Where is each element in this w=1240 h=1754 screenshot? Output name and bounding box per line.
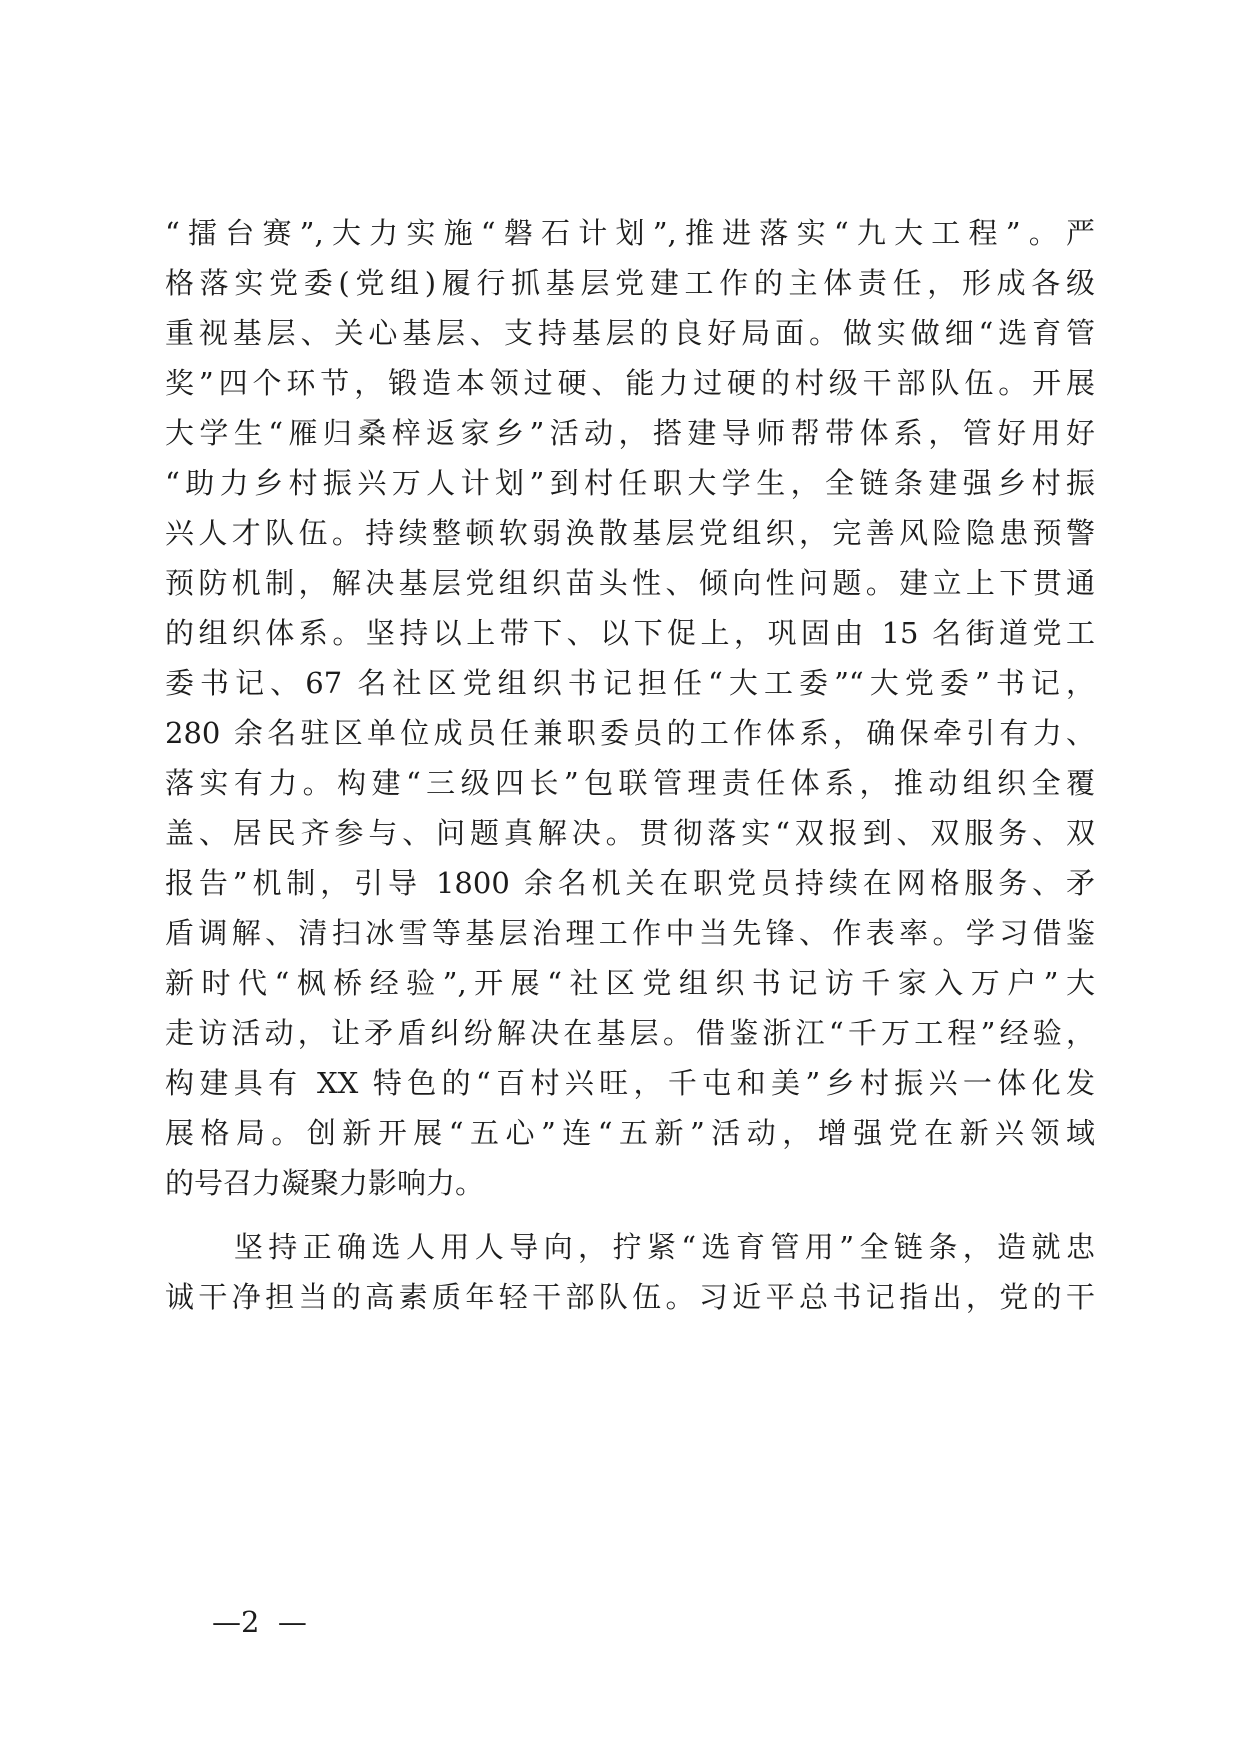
- paragraph-spacer: [165, 1208, 1095, 1222]
- text-line: 新时代“枫桥经验”,开展“社区党组织书记访千家入万户”大: [165, 966, 1095, 1000]
- paragraph-1: [165, 208, 1095, 1208]
- text-line: 的号召力凝聚力影响力。: [165, 1166, 485, 1200]
- text-line: 预防机制，解决基层党组织苗头性、倾向性问题。建立上下贯通: [165, 566, 1095, 600]
- text-line: 诚干净担当的高素质年轻干部队伍。习近平总书记指出，党的干: [165, 1280, 1095, 1314]
- text-line: 重视基层、关心基层、支持基层的良好局面。做实做细“选育管: [165, 316, 1095, 350]
- text-line: 盖、居民齐参与、问题真解决。贯彻落实“双报到、双服务、双: [165, 816, 1095, 850]
- text-line: “擂台赛”,大力实施“磐石计划”,推进落实“九大工程”。严: [165, 216, 1095, 250]
- text-line: 格落实党委(党组)履行抓基层党建工作的主体责任，形成各级: [165, 266, 1095, 300]
- text-line: 坚持正确选人用人导向，拧紧“选育管用”全链条，造就忠: [165, 1230, 1095, 1264]
- text-line: 奖”四个环节，锻造本领过硬、能力过硬的村级干部队伍。开展: [165, 366, 1095, 400]
- body-text: [165, 208, 1095, 1322]
- paragraph-2: [165, 1222, 1095, 1322]
- text-line: 委书记、67 名社区党组织书记担任“大工委”“大党委”书记，: [165, 666, 1095, 700]
- text-line: 展格局。创新开展“五心”连“五新”活动，增强党在新兴领域: [165, 1116, 1095, 1150]
- text-line: “助力乡村振兴万人计划”到村任职大学生，全链条建强乡村振: [165, 466, 1095, 500]
- text-line: 构建具有 XX 特色的“百村兴旺，千屯和美”乡村振兴一体化发: [165, 1066, 1095, 1100]
- text-line: 的组织体系。坚持以上带下、以下促上，巩固由 15 名街道党工: [165, 616, 1095, 650]
- text-line: 盾调解、清扫冰雪等基层治理工作中当先锋、作表率。学习借鉴: [165, 916, 1095, 950]
- text-line: 落实有力。构建“三级四长”包联管理责任体系，推动组织全覆: [165, 766, 1095, 800]
- text-line: 兴人才队伍。持续整顿软弱涣散基层党组织，完善风险隐患预警: [165, 516, 1095, 550]
- page-number: —2 —: [212, 1605, 307, 1639]
- text-line: 走访活动，让矛盾纠纷解决在基层。借鉴浙江“千万工程”经验，: [165, 1016, 1095, 1050]
- text-line: 280 余名驻区单位成员任兼职委员的工作体系，确保牵引有力、: [165, 716, 1095, 750]
- text-line: 报告”机制，引导 1800 余名机关在职党员持续在网格服务、矛: [165, 866, 1095, 900]
- text-line: 大学生“雁归桑梓返家乡”活动，搭建导师帮带体系，管好用好: [165, 416, 1095, 450]
